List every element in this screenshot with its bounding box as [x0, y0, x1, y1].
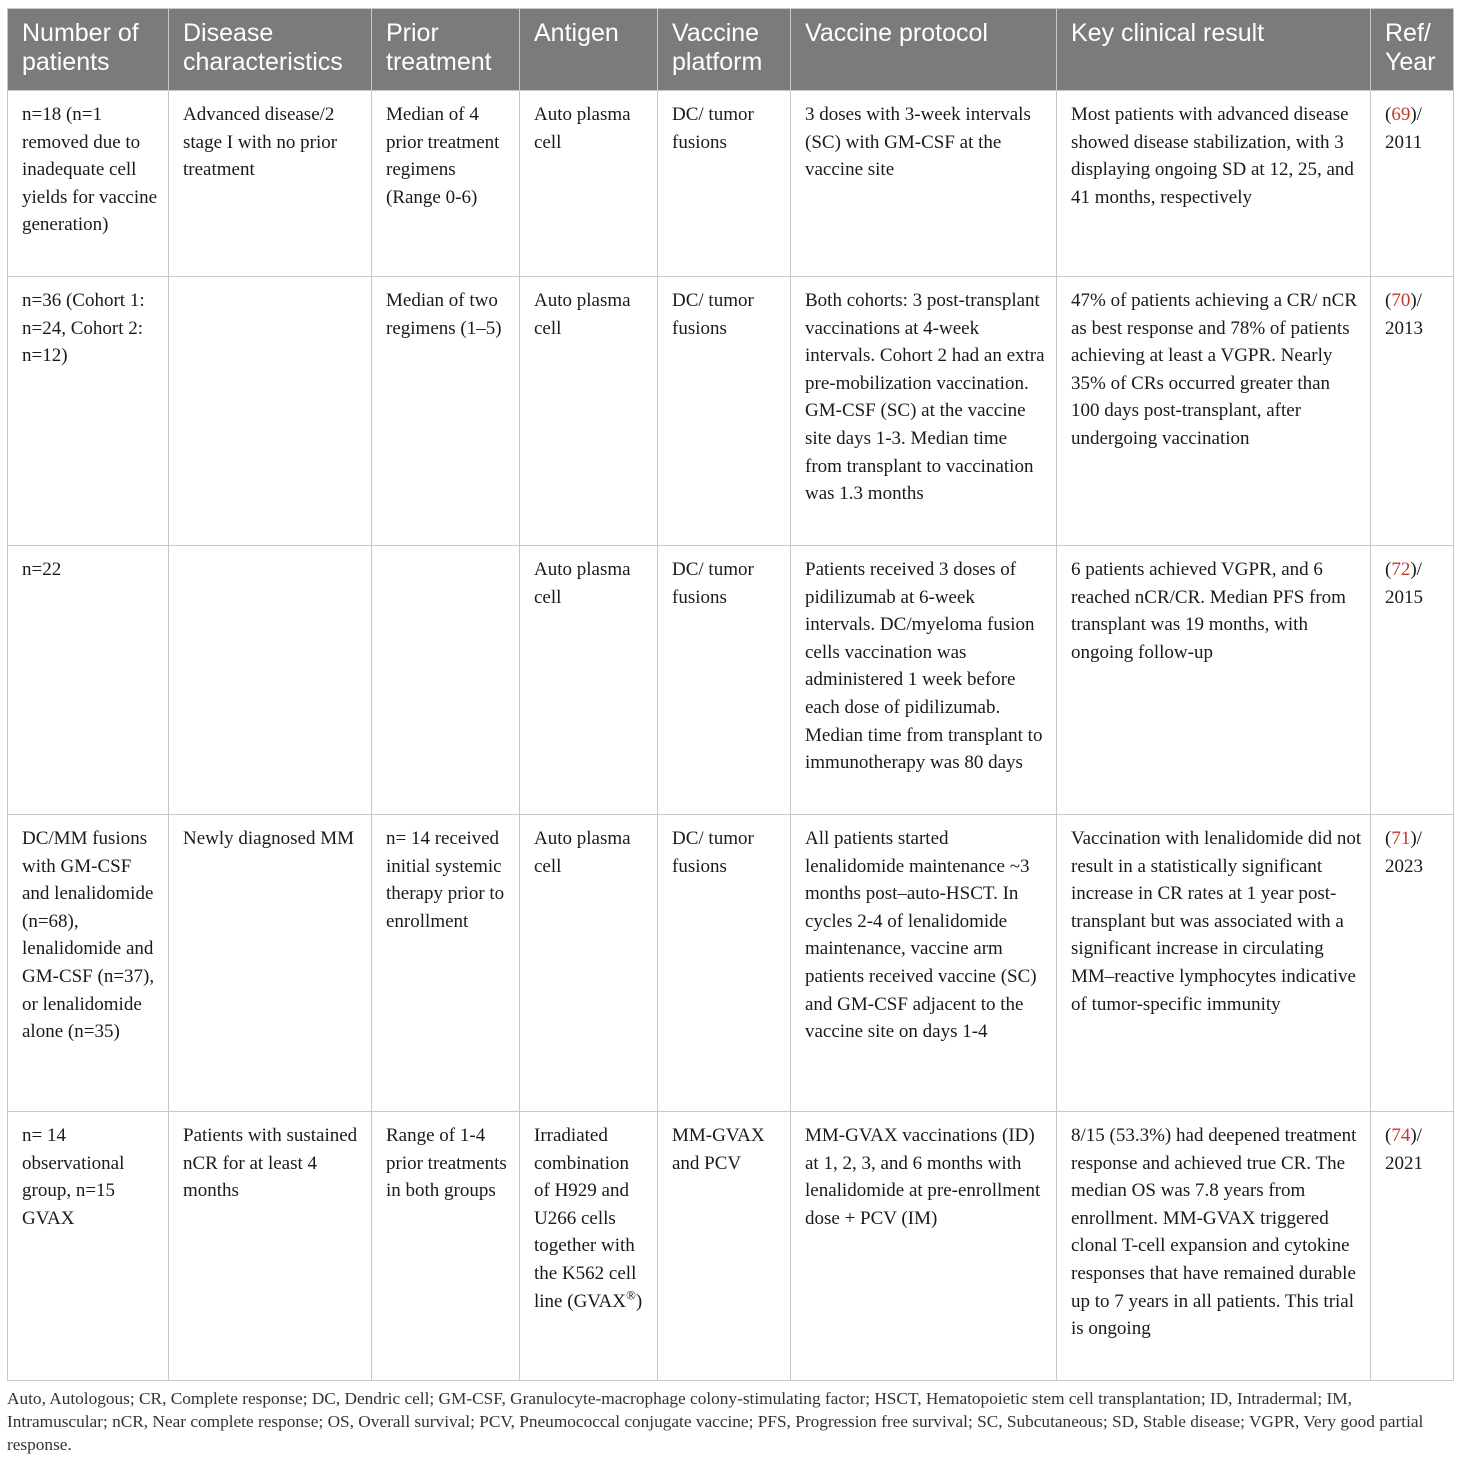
- table-row: [8, 815, 1454, 1112]
- cell-patients: n= 14 observational group, n=15 GVAX: [8, 1112, 169, 1381]
- ref-year: 2023: [1385, 855, 1423, 877]
- table-row: [8, 546, 1454, 815]
- header-vaccine-protocol: Vaccine protocol: [791, 9, 1057, 91]
- cell-patients: DC/MM fusions with GM-CSF and lenalidomide (n=68), lenalidomide and GM-CSF (n=37), or lenalidomide alone (n=35): [8, 815, 169, 1112]
- ref-close: )/: [1410, 104, 1422, 125]
- cell-platform: DC/ tumor fusions: [658, 815, 791, 1112]
- cell-antigen: Auto plasma cell: [520, 277, 658, 546]
- cell-antigen: Auto plasma cell: [520, 815, 658, 1112]
- cell-result: 6 patients achieved VGPR, and 6 reached nCR/CR. Median PFS from transplant was 19 months, with ongoing follow-up: [1057, 546, 1371, 815]
- antigen-text: Irradiated combination of H929 and U266 cells together with the K562 cell line (GVAX: [534, 1125, 637, 1312]
- ref-open: (: [1385, 559, 1392, 580]
- ref-open: (: [1385, 1125, 1392, 1146]
- ref-open: (: [1385, 104, 1392, 125]
- table-page: [7, 8, 1453, 1456]
- table-footnote: Auto, Autologous; CR, Complete response; DC, Dendric cell; GM-CSF, Granulocyte-macrophage colony-stimulating factor; HSCT, Hematopoietic stem cell transplantation; ID, Intradermal; IM, Intramuscular; nCR, Near complete response; OS, Overall survival; PCV, Pneumococcal conjugate vaccine; PFS, Progression free survival; SC, Subcutaneous; SD, Stable disease; VGPR, Very good partial response.: [7, 1389, 1424, 1454]
- cell-ref-year: [1371, 546, 1454, 815]
- header-disease-characteristics: Disease characteristics: [169, 9, 372, 91]
- cell-prior: [372, 546, 520, 815]
- header-antigen: Antigen: [520, 9, 658, 91]
- header-prior-treatment: Prior treatment: [372, 9, 520, 91]
- table-row: [8, 1112, 1454, 1381]
- cell-prior: n= 14 received initial systemic therapy prior to enrollment: [372, 815, 520, 1112]
- ref-year: 2021: [1385, 1152, 1423, 1174]
- cell-patients: n=36 (Cohort 1: n=24, Cohort 2: n=12): [8, 277, 169, 546]
- ref-close: )/: [1410, 559, 1422, 580]
- ref-close: )/: [1410, 828, 1422, 849]
- cell-disease: Advanced disease/2 stage I with no prior treatment: [169, 91, 372, 277]
- cell-protocol: 3 doses with 3-week intervals (SC) with GM-CSF at the vaccine site: [791, 91, 1057, 277]
- ref-year: 2015: [1385, 586, 1423, 608]
- ref-link[interactable]: 74: [1391, 1125, 1411, 1146]
- cell-antigen: [520, 1112, 658, 1381]
- ref-close: )/: [1410, 1125, 1422, 1146]
- cell-result: 47% of patients achieving a CR/ nCR as best response and 78% of patients achieving at least a VGPR. Nearly 35% of CRs occurred greater than 100 days post-transplant, after undergoing vaccination: [1057, 277, 1371, 546]
- cell-ref-year: [1371, 91, 1454, 277]
- header-number-of-patients: Number of patients: [8, 9, 169, 91]
- cell-ref-year: [1371, 1112, 1454, 1381]
- cell-platform: DC/ tumor fusions: [658, 91, 791, 277]
- ref-link[interactable]: 72: [1391, 559, 1411, 580]
- cell-antigen: Auto plasma cell: [520, 91, 658, 277]
- ref-link[interactable]: 69: [1391, 104, 1411, 125]
- cell-platform: DC/ tumor fusions: [658, 546, 791, 815]
- table-header-row: [8, 9, 1454, 91]
- cell-disease: Newly diagnosed MM: [169, 815, 372, 1112]
- ref-open: (: [1385, 290, 1392, 311]
- cell-prior: Median of two regimens (1–5): [372, 277, 520, 546]
- cell-disease: [169, 277, 372, 546]
- cell-prior: Median of 4 prior treatment regimens (Range 0-6): [372, 91, 520, 277]
- ref-close: )/: [1410, 290, 1422, 311]
- ref-link[interactable]: 70: [1391, 290, 1411, 311]
- header-key-clinical-result: Key clinical result: [1057, 9, 1371, 91]
- cell-result: 8/15 (53.3%) had deepened treatment response and achieved true CR. The median OS was 7.8 years from enrollment. MM-GVAX triggered clonal T-cell expansion and cytokine responses that have remained durable up to 7 years in all patients. This trial is ongoing: [1057, 1112, 1371, 1381]
- cell-disease: [169, 546, 372, 815]
- table-row: [8, 91, 1454, 277]
- ref-year: 2011: [1385, 131, 1423, 153]
- cell-platform: DC/ tumor fusions: [658, 277, 791, 546]
- cell-patients: n=22: [8, 546, 169, 815]
- cell-disease: Patients with sustained nCR for at least 4 months: [169, 1112, 372, 1381]
- header-vaccine-platform: Vaccine platform: [658, 9, 791, 91]
- cell-platform: MM-GVAX and PCV: [658, 1112, 791, 1381]
- cell-patients: n=18 (n=1 removed due to inadequate cell yields for vaccine generation): [8, 91, 169, 277]
- cell-protocol: Both cohorts: 3 post-transplant vaccinations at 4-week intervals. Cohort 2 had an extra pre-mobilization vaccination. GM-CSF (SC) at the vaccine site days 1-3. Median time from transplant to vaccination was 1.3 months: [791, 277, 1057, 546]
- antigen-tail: ): [635, 1290, 643, 1312]
- cell-protocol: Patients received 3 doses of pidilizumab at 6-week intervals. DC/myeloma fusion cells vaccination was administered 1 week before each dose of pidilizumab. Median time from transplant to immunotherapy was 80 days: [791, 546, 1057, 815]
- cell-protocol: MM-GVAX vaccinations (ID) at 1, 2, 3, and 6 months with lenalidomide at pre-enrollment dose + PCV (IM): [791, 1112, 1057, 1381]
- table-row: [8, 277, 1454, 546]
- cell-ref-year: [1371, 815, 1454, 1112]
- ref-year: 2013: [1385, 317, 1423, 339]
- ref-open: (: [1385, 828, 1392, 849]
- cell-result: Vaccination with lenalidomide did not result in a statistically significant increase in CR rates at 1 year post-transplant but was associated with a significant increase in circulating MM–reactive lymphocytes indicative of tumor-specific immunity: [1057, 815, 1371, 1112]
- vaccine-trials-table: [7, 8, 1454, 1381]
- cell-result: Most patients with advanced disease showed disease stabilization, with 3 displaying ongoing SD at 12, 25, and 41 months, respectively: [1057, 91, 1371, 277]
- header-ref-year: Ref/ Year: [1371, 9, 1454, 91]
- cell-prior: Range of 1-4 prior treatments in both groups: [372, 1112, 520, 1381]
- registered-mark: ®: [626, 1287, 636, 1303]
- cell-antigen: Auto plasma cell: [520, 546, 658, 815]
- ref-link[interactable]: 71: [1391, 828, 1411, 849]
- cell-protocol: All patients started lenalidomide maintenance ~3 months post–auto-HSCT. In cycles 2-4 of lenalidomide maintenance, vaccine arm patients received vaccine (SC) and GM-CSF adjacent to the vaccine site on days 1-4: [791, 815, 1057, 1112]
- cell-ref-year: [1371, 277, 1454, 546]
